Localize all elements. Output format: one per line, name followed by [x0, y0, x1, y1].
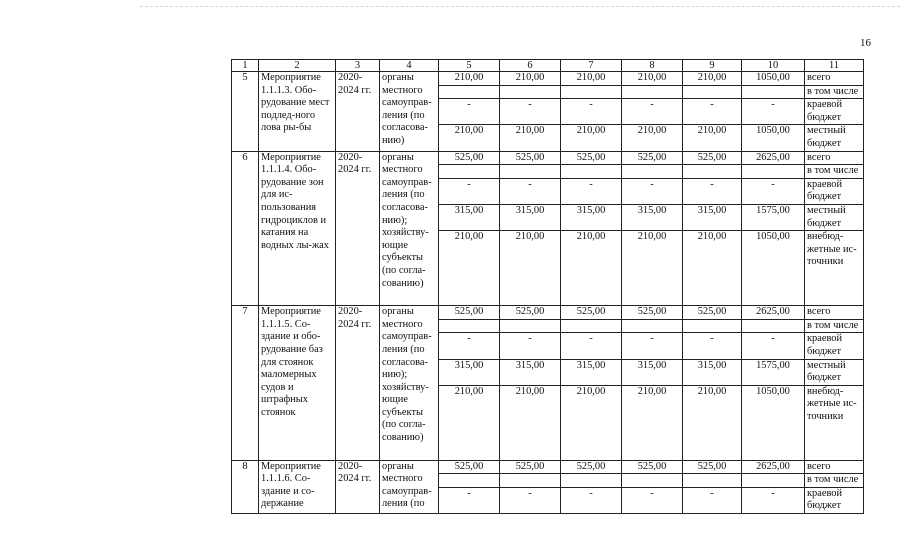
amount-cell — [500, 85, 561, 99]
funding-source: внебюд-жетные ис-точники — [805, 385, 864, 460]
amount-cell — [622, 165, 683, 179]
amount-cell: - — [439, 487, 500, 513]
amount-cell: 210,00 — [561, 125, 622, 151]
amount-cell: 315,00 — [500, 204, 561, 230]
amount-cell — [742, 85, 805, 99]
event-name: Мероприятие 1.1.1.5. Со-здание и обо-рудование баз для стоянок маломерных судов и штрафных стоянок — [259, 306, 336, 461]
amount-cell: 210,00 — [683, 231, 742, 306]
amount-cell: 210,00 — [561, 231, 622, 306]
funding-source: всего — [805, 306, 864, 320]
amount-cell: 315,00 — [683, 204, 742, 230]
amount-cell: - — [500, 178, 561, 204]
column-header: 6 — [500, 60, 561, 72]
amount-cell: 315,00 — [622, 204, 683, 230]
amount-cell: 210,00 — [561, 385, 622, 460]
amount-cell — [742, 165, 805, 179]
amount-cell: - — [439, 99, 500, 125]
column-header: 4 — [380, 60, 439, 72]
funding-source: местный бюджет — [805, 204, 864, 230]
amount-cell: - — [622, 487, 683, 513]
amount-cell — [500, 319, 561, 333]
amount-cell: 315,00 — [561, 204, 622, 230]
executor: органы местного самоуправ-ления (по согласова-нию); хозяйству-ющие субъекты (по согла-сованию) — [380, 306, 439, 461]
amount-cell: 1050,00 — [742, 385, 805, 460]
amount-cell: - — [622, 333, 683, 359]
funding-source: местный бюджет — [805, 125, 864, 151]
period: 2020-2024 гг. — [336, 306, 380, 461]
column-header: 10 — [742, 60, 805, 72]
amount-cell: 315,00 — [683, 359, 742, 385]
amount-cell: 525,00 — [439, 306, 500, 320]
amount-cell: - — [622, 178, 683, 204]
amount-cell — [439, 85, 500, 99]
executor: органы местного самоуправ-ления (по согласова-нию) — [380, 72, 439, 152]
amount-cell — [561, 85, 622, 99]
amount-cell: 210,00 — [622, 231, 683, 306]
amount-cell: - — [683, 178, 742, 204]
funding-source: краевой бюджет — [805, 487, 864, 513]
amount-cell — [683, 474, 742, 488]
amount-cell: - — [439, 333, 500, 359]
amount-cell: 210,00 — [683, 72, 742, 86]
column-header: 8 — [622, 60, 683, 72]
funding-source: всего — [805, 151, 864, 165]
funding-source: краевой бюджет — [805, 178, 864, 204]
amount-cell: - — [561, 178, 622, 204]
amount-cell: - — [683, 333, 742, 359]
amount-cell — [500, 165, 561, 179]
funding-source: в том числе — [805, 474, 864, 488]
amount-cell: 210,00 — [622, 72, 683, 86]
amount-cell: 525,00 — [561, 151, 622, 165]
amount-cell: 315,00 — [561, 359, 622, 385]
funding-source: внебюд-жетные ис-точники — [805, 231, 864, 306]
amount-cell: 210,00 — [439, 125, 500, 151]
amount-cell: 315,00 — [500, 359, 561, 385]
amount-cell: - — [561, 487, 622, 513]
amount-cell: 210,00 — [622, 385, 683, 460]
amount-cell: 315,00 — [439, 359, 500, 385]
executor: органы местного самоуправ-ления (по согласова-нию); хозяйству-ющие субъекты (по согла-сованию) — [380, 151, 439, 306]
amount-cell — [622, 85, 683, 99]
funding-source: всего — [805, 460, 864, 474]
amount-cell: 525,00 — [622, 151, 683, 165]
column-header: 7 — [561, 60, 622, 72]
amount-cell: - — [439, 178, 500, 204]
amount-cell: 1575,00 — [742, 359, 805, 385]
amount-cell: - — [622, 99, 683, 125]
amount-cell: 1050,00 — [742, 72, 805, 86]
amount-cell — [683, 85, 742, 99]
table-row — [232, 72, 864, 86]
amount-cell — [439, 319, 500, 333]
amount-cell: 315,00 — [439, 204, 500, 230]
column-header: 11 — [805, 60, 864, 72]
amount-cell: - — [742, 487, 805, 513]
amount-cell: - — [742, 99, 805, 125]
row-number: 6 — [232, 151, 259, 306]
amount-cell: 210,00 — [683, 385, 742, 460]
amount-cell: - — [561, 333, 622, 359]
amount-cell: 315,00 — [622, 359, 683, 385]
page-number: 16 — [860, 37, 871, 49]
budget-table — [231, 59, 864, 514]
funding-source: в том числе — [805, 165, 864, 179]
amount-cell: - — [683, 99, 742, 125]
column-header: 3 — [336, 60, 380, 72]
amount-cell: - — [742, 333, 805, 359]
amount-cell: 210,00 — [500, 231, 561, 306]
amount-cell: 525,00 — [500, 306, 561, 320]
period: 2020-2024 гг. — [336, 460, 380, 513]
amount-cell: 525,00 — [561, 460, 622, 474]
table-row — [232, 306, 864, 320]
amount-cell: 210,00 — [500, 72, 561, 86]
event-name: Мероприятие 1.1.1.6. Со-здание и со-держание — [259, 460, 336, 513]
amount-cell: 210,00 — [439, 385, 500, 460]
amount-cell: 210,00 — [500, 125, 561, 151]
amount-cell — [561, 165, 622, 179]
amount-cell: 525,00 — [683, 460, 742, 474]
amount-cell: 525,00 — [439, 460, 500, 474]
amount-cell: 2625,00 — [742, 151, 805, 165]
amount-cell — [742, 474, 805, 488]
funding-source: всего — [805, 72, 864, 86]
amount-cell: 210,00 — [561, 72, 622, 86]
table-row — [232, 151, 864, 165]
amount-cell: - — [742, 178, 805, 204]
row-number: 5 — [232, 72, 259, 152]
column-header: 9 — [683, 60, 742, 72]
column-header: 2 — [259, 60, 336, 72]
amount-cell: 525,00 — [500, 151, 561, 165]
executor: органы местного самоуправ-ления (по — [380, 460, 439, 513]
amount-cell: 210,00 — [500, 385, 561, 460]
event-name: Мероприятие 1.1.1.3. Обо-рудование мест подлед-ного лова ры-бы — [259, 72, 336, 152]
column-header: 5 — [439, 60, 500, 72]
amount-cell — [683, 165, 742, 179]
header-row — [232, 60, 864, 72]
column-header: 1 — [232, 60, 259, 72]
funding-source: местный бюджет — [805, 359, 864, 385]
amount-cell: - — [561, 99, 622, 125]
event-name: Мероприятие 1.1.1.4. Обо-рудование зон для ис-пользования гидроциклов и катания на водных лы-жах — [259, 151, 336, 306]
amount-cell — [439, 474, 500, 488]
amount-cell — [622, 319, 683, 333]
amount-cell: 210,00 — [683, 125, 742, 151]
funding-source: в том числе — [805, 319, 864, 333]
funding-source: в том числе — [805, 85, 864, 99]
amount-cell: - — [500, 99, 561, 125]
amount-cell: 210,00 — [439, 72, 500, 86]
funding-source: краевой бюджет — [805, 99, 864, 125]
amount-cell: 2625,00 — [742, 306, 805, 320]
scan-artifact-line — [140, 6, 900, 7]
amount-cell — [500, 474, 561, 488]
amount-cell: 525,00 — [439, 151, 500, 165]
table-row — [232, 460, 864, 474]
amount-cell: 525,00 — [561, 306, 622, 320]
amount-cell: 525,00 — [500, 460, 561, 474]
amount-cell — [683, 319, 742, 333]
amount-cell: - — [683, 487, 742, 513]
amount-cell: - — [500, 487, 561, 513]
amount-cell — [439, 165, 500, 179]
period: 2020-2024 гг. — [336, 72, 380, 152]
period: 2020-2024 гг. — [336, 151, 380, 306]
funding-source: краевой бюджет — [805, 333, 864, 359]
amount-cell: 2625,00 — [742, 460, 805, 474]
amount-cell: 525,00 — [622, 460, 683, 474]
amount-cell: 525,00 — [622, 306, 683, 320]
amount-cell: 210,00 — [439, 231, 500, 306]
amount-cell: 1575,00 — [742, 204, 805, 230]
amount-cell: 210,00 — [622, 125, 683, 151]
amount-cell — [622, 474, 683, 488]
amount-cell — [561, 319, 622, 333]
row-number: 8 — [232, 460, 259, 513]
amount-cell — [561, 474, 622, 488]
row-number: 7 — [232, 306, 259, 461]
amount-cell: 1050,00 — [742, 125, 805, 151]
amount-cell: 1050,00 — [742, 231, 805, 306]
amount-cell — [742, 319, 805, 333]
table-body — [232, 72, 864, 514]
amount-cell: 525,00 — [683, 306, 742, 320]
amount-cell: 525,00 — [683, 151, 742, 165]
amount-cell: - — [500, 333, 561, 359]
